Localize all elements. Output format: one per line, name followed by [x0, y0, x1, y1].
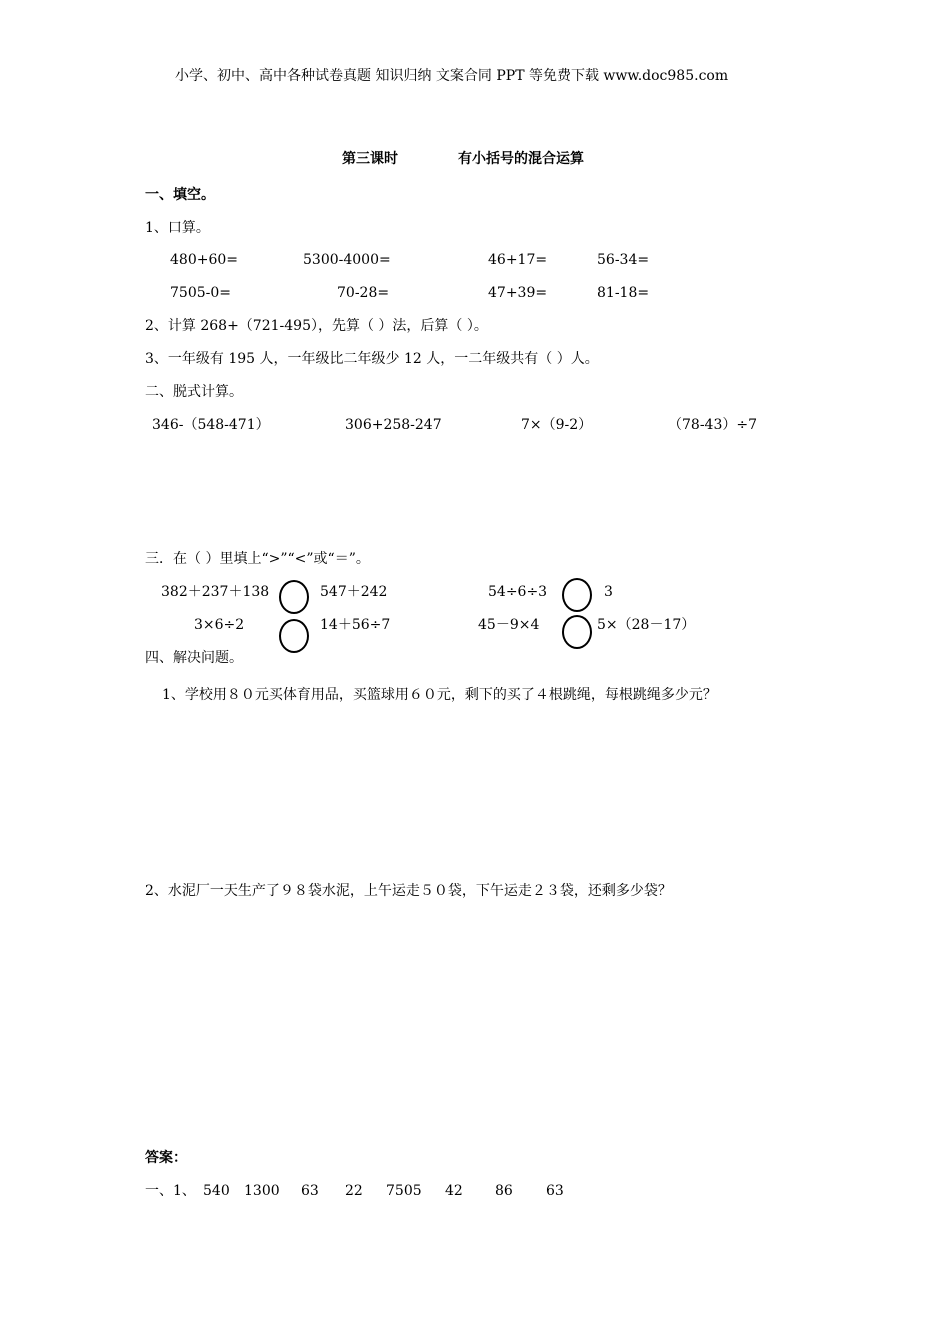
- question-3: 3、一年级有 195 人，一年级比二年级少 12 人，一二年级共有（ ）人。: [145, 351, 599, 367]
- mental-calc: 47+39=: [488, 285, 548, 301]
- answer-value: 540: [203, 1183, 230, 1199]
- answer-value: 1300: [244, 1183, 280, 1199]
- answers-prefix: 一、1、: [145, 1183, 196, 1199]
- compare-right: 3: [604, 584, 613, 600]
- stepwise-problem: （78-43）÷7: [668, 417, 757, 433]
- section1-heading: 一、填空。: [145, 187, 215, 203]
- mental-calc: 7505-0=: [170, 285, 231, 301]
- stepwise-problem: 346-（548-471）: [152, 417, 270, 433]
- mental-calc: 46+17=: [488, 252, 548, 268]
- compare-left: 45－9×4: [478, 617, 540, 633]
- stepwise-problem: 7×（9-2）: [521, 417, 593, 433]
- word-problem-2: 2、水泥厂一天生产了９８袋水泥，上午运走５０袋，下午运走２３袋，还剩多少袋？: [145, 883, 672, 899]
- mental-calc: 81-18=: [597, 285, 650, 301]
- answer-value: 7505: [386, 1183, 422, 1199]
- compare-circle[interactable]: [279, 580, 309, 614]
- compare-left: 382＋237＋138: [161, 584, 270, 600]
- page-header: 小学、初中、高中各种试卷真题 知识归纳 文案合同 PPT 等免费下载 www.doc985.com: [175, 68, 729, 84]
- compare-circle[interactable]: [562, 578, 592, 612]
- compare-left: 3×6÷2: [194, 617, 245, 633]
- answer-value: 86: [495, 1183, 513, 1199]
- answer-value: 63: [301, 1183, 319, 1199]
- mental-calc: 70-28=: [337, 285, 390, 301]
- word-problem-1: 1、学校用８０元买体育用品，买篮球用６０元，剩下的买了４根跳绳，每根跳绳多少元？: [162, 687, 717, 703]
- section3-heading: 三．在（ ）里填上“>”“<”或“＝”。: [145, 551, 370, 567]
- mental-calc: 480+60=: [170, 252, 238, 268]
- compare-left: 54÷6÷3: [488, 584, 548, 600]
- compare-right: 14＋56÷7: [320, 617, 391, 633]
- answer-value: 42: [445, 1183, 463, 1199]
- mental-calc: 5300-4000=: [303, 252, 391, 268]
- q1-label: 1、口算。: [145, 220, 210, 236]
- mental-calc: 56-34=: [597, 252, 650, 268]
- page-title: 有小括号的混合运算: [458, 151, 584, 167]
- lesson-label: 第三课时: [342, 151, 398, 167]
- stepwise-problem: 306+258-247: [345, 417, 442, 433]
- compare-circle[interactable]: [279, 619, 309, 653]
- question-2: 2、计算 268+（721-495），先算（ ）法，后算（ ）。: [145, 318, 488, 334]
- answer-value: 63: [546, 1183, 564, 1199]
- compare-circle[interactable]: [562, 615, 592, 649]
- answers-heading: 答案：: [145, 1150, 187, 1166]
- answer-value: 22: [345, 1183, 363, 1199]
- compare-right: 547＋242: [320, 584, 388, 600]
- compare-right: 5×（28－17）: [597, 617, 696, 633]
- section2-heading: 二、脱式计算。: [145, 384, 243, 400]
- section4-heading: 四、解决问题。: [145, 650, 243, 666]
